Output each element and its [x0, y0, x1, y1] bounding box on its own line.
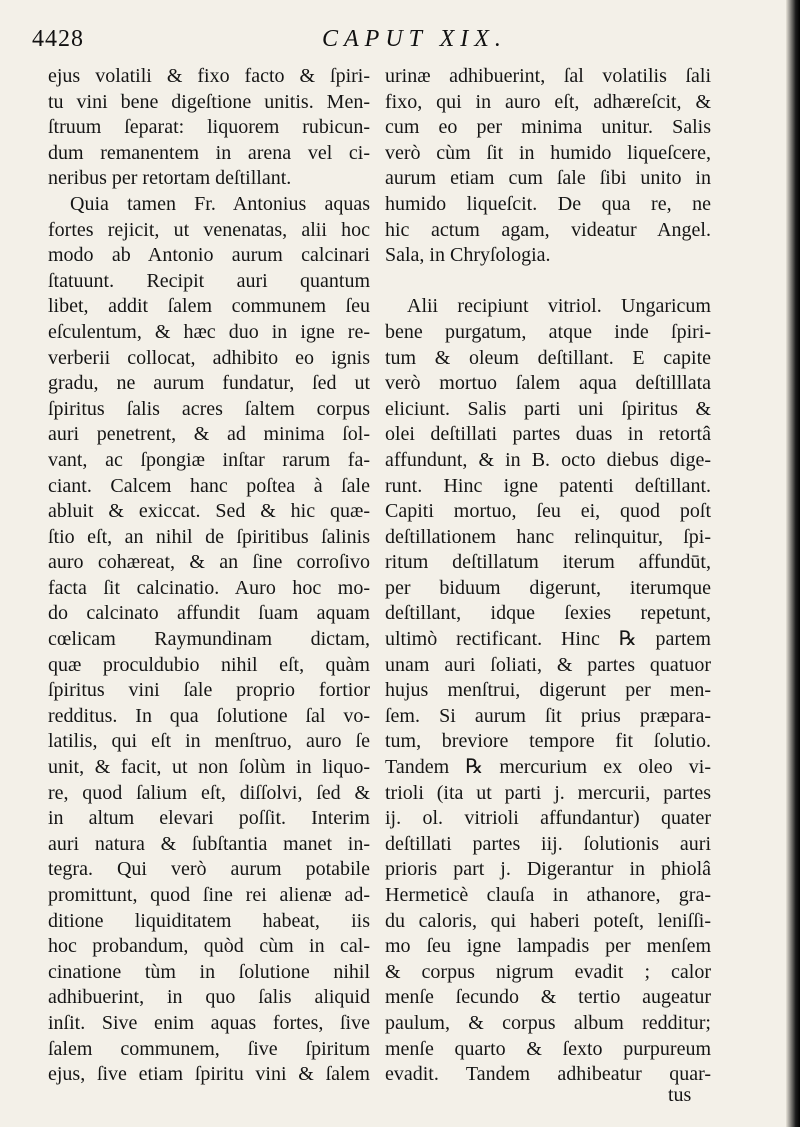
right-paragraph-2	[385, 294, 711, 1087]
text-line: ſalem communem, ſive ſpiritum	[48, 1037, 370, 1060]
text-line: ſtio eſt, an nihil de ſpiritibus ſalinis	[48, 525, 370, 548]
page-header	[22, 20, 760, 60]
text-line: auro cohæreat, & an ſine corroſivo	[48, 551, 370, 574]
text-line: tum, breviore tempore fit ſolutio.	[385, 730, 711, 753]
text-line: prioris part j. Digerantur in phiolâ	[385, 858, 711, 881]
text-line: trioli (ita ut parti j. mercurii, partes	[385, 781, 711, 804]
text-line: verberii collocat, adhibito eo ignis	[48, 346, 370, 369]
text-line: evadit. Tandem adhibeatur quar-	[385, 1063, 711, 1086]
text-line: deſtillati partes iij. ſolutionis auri	[385, 832, 711, 855]
text-line: paulum, & corpus album redditur;	[385, 1011, 711, 1034]
text-line: Hermeticè clauſa in athanore, gra-	[385, 884, 711, 906]
text-line: ſtruum ſeparat: liquorem rubicun-	[48, 116, 370, 139]
text-line: fixo, qui in auro eſt, adhæreſcit, &	[385, 90, 711, 113]
text-line: inſit. Sive enim aquas fortes, ſive	[48, 1011, 370, 1034]
text-line: promittunt, quod ſine rei alienæ ad-	[48, 884, 370, 906]
text-line: deſtillant, idque ſexies repetunt,	[385, 602, 711, 625]
running-head: CAPUT XIX.	[322, 26, 507, 52]
catchword: tus	[668, 1084, 692, 1106]
text-line: hic actum agam, videatur Angel.	[385, 218, 711, 241]
text-line: deſtillationem hanc relinquitur, ſpi-	[385, 525, 711, 548]
text-line: bene purgatum, atque inde ſpiri-	[385, 320, 711, 343]
text-line: hoc probandum, quòd cùm in cal-	[48, 935, 370, 958]
text-line: do calcinato affundit ſuam aquam	[48, 602, 370, 625]
text-line: facta ſit calcinatio. Auro hoc mo-	[48, 576, 370, 599]
text-line: Tandem ℞ mercurium ex oleo vi-	[385, 756, 711, 779]
text-line: ij. ol. vitrioli affundantur) quater	[385, 807, 711, 830]
text-line: Alii recipiunt vitriol. Ungaricum	[407, 295, 711, 318]
text-line: verò mortuo ſalem aqua deſtilllata	[385, 372, 711, 395]
text-line: auri penetrent, & ad minima ſol-	[48, 423, 370, 446]
text-line: tegra. Qui verò aurum potabile	[48, 858, 370, 881]
text-line: quæ proculdubio nihil eſt, quàm	[48, 653, 370, 676]
text-line: ritum deſtillatum iterum affundūt,	[385, 551, 711, 574]
text-line: eliciunt. Salis parti uni ſpiritus &	[385, 397, 711, 420]
text-line: ejus volatili & fixo facto & ſpiri-	[48, 65, 370, 87]
page-number: 4428	[32, 26, 84, 52]
text-line: in altum elevari poſſit. Interim	[48, 807, 370, 830]
text-line: ſpiritus ſalis acres ſaltem corpus	[48, 397, 370, 420]
text-line: ſtatuunt. Recipit auri quantum	[48, 269, 370, 292]
text-line: aurum etiam cum ſale ſibi unito in	[385, 167, 711, 190]
text-line: unam auri ſoliati, & partes quatuor	[385, 653, 711, 676]
paragraph-gap	[385, 269, 711, 295]
text-line: ejus, ſive etiam ſpiritu vini & ſalem	[48, 1063, 370, 1086]
text-line: redditus. In qua ſolutione ſal vo-	[48, 704, 370, 727]
text-line: humido liqueſcit. De qua re, ne	[385, 192, 711, 215]
text-line: latilis, qui eſt in menſtruo, auro ſe	[48, 730, 370, 753]
text-line: tu vini bene digeſtione unitis. Men-	[48, 90, 370, 113]
text-line: mo ſeu igne lampadis per menſem	[385, 935, 711, 958]
text-line: ultimò rectificant. Hinc ℞ partem	[385, 628, 711, 651]
text-line: menſe quarto & ſexto purpureum	[385, 1037, 711, 1060]
text-line: du caloris, qui haberi poteſt, leniſſi-	[385, 909, 711, 932]
page-edge-shadow	[786, 0, 800, 1127]
text-line: & corpus nigrum evadit ; calor	[385, 960, 711, 983]
text-line: auri natura & ſubſtantia manet in-	[48, 832, 370, 855]
text-line: menſe ſecundo & tertio augeatur	[385, 986, 711, 1009]
text-line: abluit & exiccat. Sed & hic quæ-	[48, 500, 370, 523]
text-line: per biduum digerunt, iterumque	[385, 576, 711, 599]
text-line: Capiti mortuo, ſeu ei, quod poſt	[385, 500, 711, 523]
text-line: ſpiritus vini ſale proprio fortior	[48, 679, 370, 702]
text-line: eſculentum, & hæc duo in igne re-	[48, 320, 370, 343]
text-line: ditione liquiditatem habeat, iis	[48, 909, 370, 932]
text-line: fortes rejicit, ut venenatas, alii hoc	[48, 218, 370, 241]
text-line: affundunt, & in B. octo diebus dige-	[385, 448, 711, 471]
text-line: gradu, ne aurum fundatur, ſed ut	[48, 372, 370, 395]
text-line: runt. Hinc igne patenti deſtillant.	[385, 474, 711, 497]
text-line: tum & oleum deſtillant. E capite	[385, 346, 711, 369]
right-paragraph-1	[385, 64, 711, 269]
text-line: dum remanentem in arena vel ci-	[48, 141, 370, 164]
text-line: verò cùm ſit in humido liqueſcere,	[385, 141, 711, 164]
text-line: Quia tamen Fr. Antonius aquas	[70, 192, 370, 215]
text-line: libet, addit ſalem communem ſeu	[48, 295, 370, 318]
text-line: modo ab Antonio aurum calcinari	[48, 244, 370, 267]
text-line: neribus per retortam deſtillant.	[48, 167, 292, 190]
left-column	[48, 64, 370, 1088]
text-line: adhibuerint, in quo ſalis aliquid	[48, 986, 370, 1009]
text-line: cinatione tùm in ſolutione nihil	[48, 960, 370, 983]
text-line: ciant. Calcem hanc poſtea à ſale	[48, 474, 370, 497]
text-line: ſem. Si aurum ſit prius præpara-	[385, 704, 711, 727]
text-line: Sala, in Chryſologia.	[385, 244, 551, 267]
text-line: hujus menſtrui, digerunt per men-	[385, 679, 711, 702]
text-line: vant, ac ſpongiæ inſtar rarum fa-	[48, 448, 370, 471]
text-line: olei deſtillati partes duas in retortâ	[385, 423, 711, 446]
text-line: urinæ adhibuerint, ſal volatilis ſali	[385, 65, 711, 87]
text-line: cœlicam Raymundinam dictam,	[48, 628, 370, 651]
text-line: unit, & facit, ut non ſolùm in liquo-	[48, 756, 370, 779]
text-line: re, quod ſalium eſt, diſſolvi, ſed &	[48, 781, 370, 804]
text-line: cum eo per minima unitur. Salis	[385, 116, 711, 139]
right-column	[385, 64, 711, 1088]
